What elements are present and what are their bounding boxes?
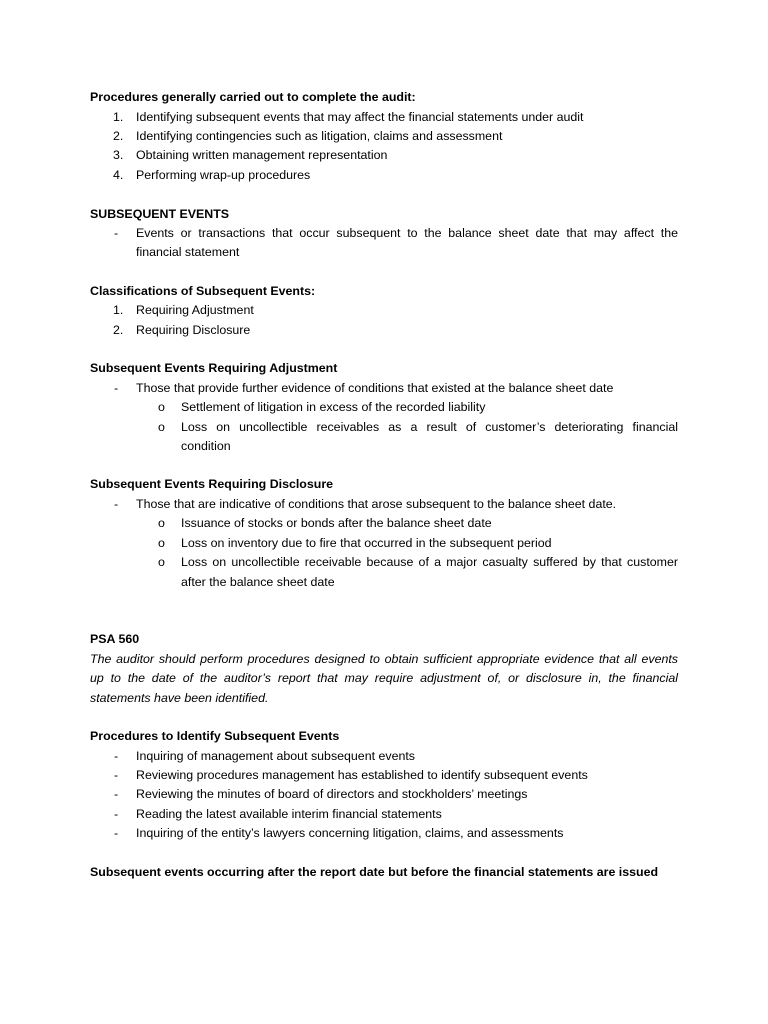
- classification-item: 2. Requiring Disclosure: [113, 323, 251, 337]
- definition-line: financial statement: [136, 245, 240, 259]
- psa-quote-line: The auditor should perform procedures designed to obtain sufficient appropriate evidence that all events: [90, 652, 678, 666]
- disclosure-heading: Subsequent Events Requiring Disclosure: [90, 477, 334, 491]
- adjustment-example: o Loss on uncollectible receivables as a result of customer’s deteriorating financial: [158, 420, 678, 434]
- disclosure-example-continued: after the balance sheet date: [181, 575, 335, 589]
- adjustment-description: - Those that provide further evidence of conditions that existed at the balance sheet date: [114, 381, 614, 395]
- disclosure-description: - Those that are indicative of conditions that arose subsequent to the balance sheet date.: [114, 497, 617, 511]
- psa-heading: PSA 560: [90, 632, 140, 646]
- procedure-item: - Inquiring of management about subsequent events: [114, 749, 415, 763]
- classifications-heading: Classifications of Subsequent Events:: [90, 284, 316, 298]
- classification-item: 1. Requiring Adjustment: [113, 303, 254, 317]
- procedures-heading: Procedures to Identify Subsequent Events: [90, 729, 340, 743]
- subsequent-events-heading: SUBSEQUENT EVENTS: [90, 207, 230, 221]
- disclosure-example: o Loss on inventory due to fire that occurred in the subsequent period: [158, 536, 552, 550]
- intro-item: 3. Obtaining written management representation: [113, 148, 388, 162]
- intro-item: 2. Identifying contingencies such as litigation, claims and assessment: [113, 129, 503, 143]
- closing-heading: Subsequent events occurring after the report date but before the financial statements are issued: [90, 865, 659, 879]
- procedure-item: - Reviewing procedures management has established to identify subsequent events: [114, 768, 588, 782]
- psa-quote-line: statements have been identified.: [90, 691, 269, 705]
- definition-line: - Events or transactions that occur subsequent to the balance sheet date that may affect the: [114, 226, 678, 240]
- procedure-item: - Reading the latest available interim financial statements: [114, 807, 442, 821]
- intro-item: 4. Performing wrap-up procedures: [113, 168, 311, 182]
- adjustment-example: o Settlement of litigation in excess of the recorded liability: [158, 400, 486, 414]
- disclosure-example: o Issuance of stocks or bonds after the balance sheet date: [158, 516, 492, 530]
- procedure-item: - Inquiring of the entity’s lawyers concerning litigation, claims, and assessments: [114, 826, 564, 840]
- intro-item: 1. Identifying subsequent events that may affect the financial statements under audit: [113, 110, 584, 124]
- disclosure-example: o Loss on uncollectible receivable because of a major casualty suffered by that customer: [158, 555, 678, 569]
- intro-heading: Procedures generally carried out to complete the audit:: [90, 90, 416, 104]
- adjustment-heading: Subsequent Events Requiring Adjustment: [90, 361, 338, 375]
- adjustment-example-continued: condition: [181, 439, 231, 453]
- psa-quote-line: up to the date of the auditor’s report that may require adjustment of, or disclosure in, the financial: [90, 671, 678, 685]
- procedure-item: - Reviewing the minutes of board of directors and stockholders’ meetings: [114, 787, 528, 801]
